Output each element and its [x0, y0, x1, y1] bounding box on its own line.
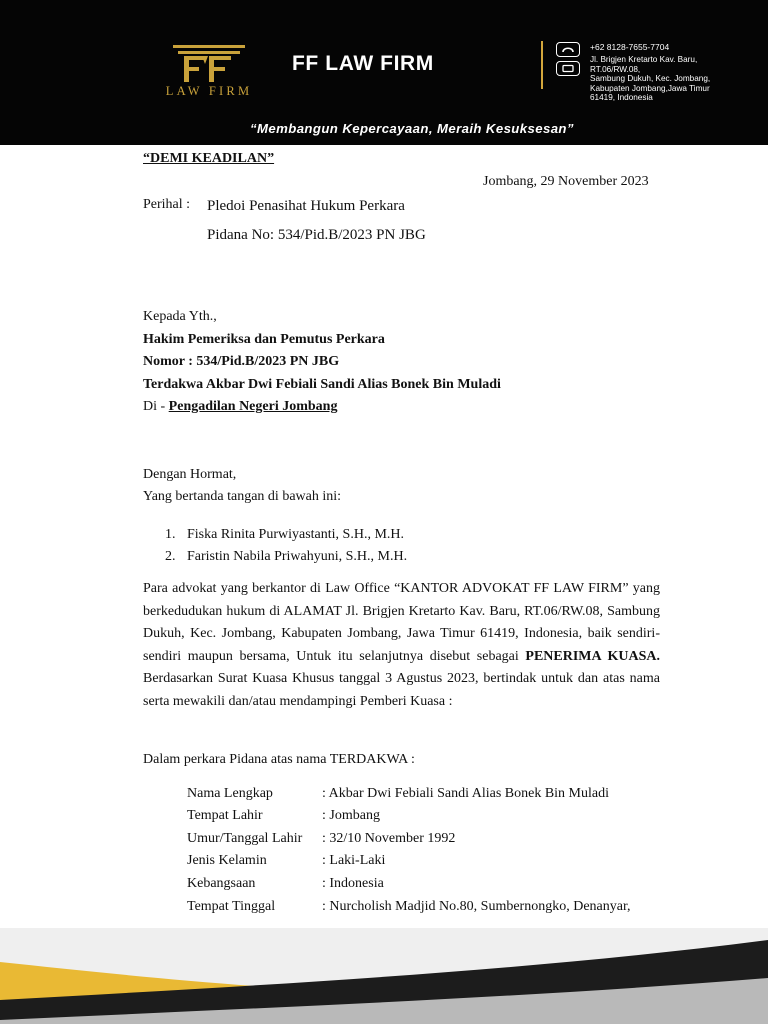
logo-subtitle: LAW FIRM: [165, 84, 253, 98]
paragraph-emphasis: PENERIMA KUASA.: [525, 648, 660, 664]
motto: “DEMI KEADILAN”: [143, 151, 275, 166]
detail-label: Nama Lengkap: [187, 786, 273, 801]
subject-line: Pidana No: 534/Pid.B/2023 PN JBG: [207, 227, 426, 243]
paragraph-text: Berdasarkan Surat Kuasa Khusus tanggal 3 Agustus 2023, bertindak untuk dan atas nama serta mewakili dan/atau mendampingi Pemberi Kuasa :: [143, 671, 660, 709]
location-icon: [556, 61, 580, 76]
firm-name: FF LAW FIRM: [292, 52, 434, 75]
detail-value: : Jombang: [322, 808, 380, 823]
phone-icon: [556, 42, 580, 57]
date-line: Jombang, 29 November 2023: [483, 174, 649, 189]
detail-value: : Akbar Dwi Febiali Sandi Alias Bonek Bin Muladi: [322, 786, 609, 801]
recipient-defendant: Terdakwa Akbar Dwi Febiali Sandi Alias Bonek Bin Muladi: [143, 377, 501, 392]
law-firm-logo: [138, 42, 280, 102]
paragraph-text: Para advokat yang berkantor di Law Office “KANTOR ADVOKAT FF LAW FIRM” yang berkedudukan hukum di ALAMAT Jl. Brigjen Kretarto Kav. Baru, RT.06/RW.08, Sambung Dukuh, Kec. Jombang, Kabupaten Jombang, Jawa Timur 61419, Indonesia, baik sendiri-sendiri maupun bersama, Untuk itu selanjutnya disebut sebagai: [143, 581, 660, 664]
detail-value: : Nurcholish Madjid No.80, Sumbernongko, Denanyar,: [322, 899, 631, 914]
recipient-judge: Hakim Pemeriksa dan Pemutus Perkara: [143, 332, 385, 347]
firm-address: [590, 55, 758, 103]
subject-line: Pledoi Penasihat Hukum Perkara: [207, 198, 405, 214]
recipient-salutation: Kepada Yth.,: [143, 309, 217, 324]
court-name: Pengadilan Negeri Jombang: [168, 399, 338, 414]
signatory-name: Fiska Rinita Purwiyastanti, S.H., M.H.: [187, 527, 405, 542]
detail-value: : Laki-Laki: [322, 853, 386, 868]
recipient-case-number: Nomor : 534/Pid.B/2023 PN JBG: [143, 354, 340, 369]
signatory-number: 2.: [165, 549, 176, 564]
detail-label: Tempat Lahir: [187, 808, 263, 823]
case-intro: Dalam perkara Pidana atas nama TERDAKWA :: [143, 752, 415, 767]
address-line: 61419, Indonesia: [590, 93, 653, 103]
tagline: “Membangun Kepercayaan, Meraih Kesuksesan”: [250, 121, 574, 136]
address-line: RT.06/RW.08,: [590, 64, 641, 74]
place-prefix: Di -: [143, 399, 169, 414]
header-divider: [541, 41, 543, 89]
signatories-intro: Yang bertanda tangan di bawah ini:: [143, 489, 342, 504]
footer-wave-decoration: [0, 928, 768, 1024]
letterhead: [0, 0, 768, 145]
address-line: Jl. Brigjen Kretarto Kav. Baru,: [590, 55, 698, 64]
signatory-name: Faristin Nabila Priwahyuni, S.H., M.H.: [187, 549, 408, 564]
representation-paragraph: [143, 578, 660, 714]
phone-number: +62 8128-7655-7704: [590, 42, 670, 52]
ff-logo-icon: [172, 42, 246, 84]
detail-value: : 32/10 November 1992: [322, 831, 456, 846]
detail-label: Umur/Tanggal Lahir: [187, 831, 303, 846]
greeting: Dengan Hormat,: [143, 467, 237, 482]
recipient-place: [143, 398, 337, 416]
detail-label: Jenis Kelamin: [187, 853, 267, 868]
detail-label: Kebangsaan: [187, 876, 256, 891]
address-line: Kabupaten Jombang,Jawa Timur: [590, 83, 710, 93]
detail-value: : Indonesia: [322, 876, 384, 891]
address-line: Sambung Dukuh, Kec. Jombang,: [590, 74, 711, 84]
signatory-number: 1.: [165, 527, 176, 542]
subject-label: Perihal :: [143, 197, 191, 212]
detail-label: Tempat Tinggal: [187, 899, 276, 914]
